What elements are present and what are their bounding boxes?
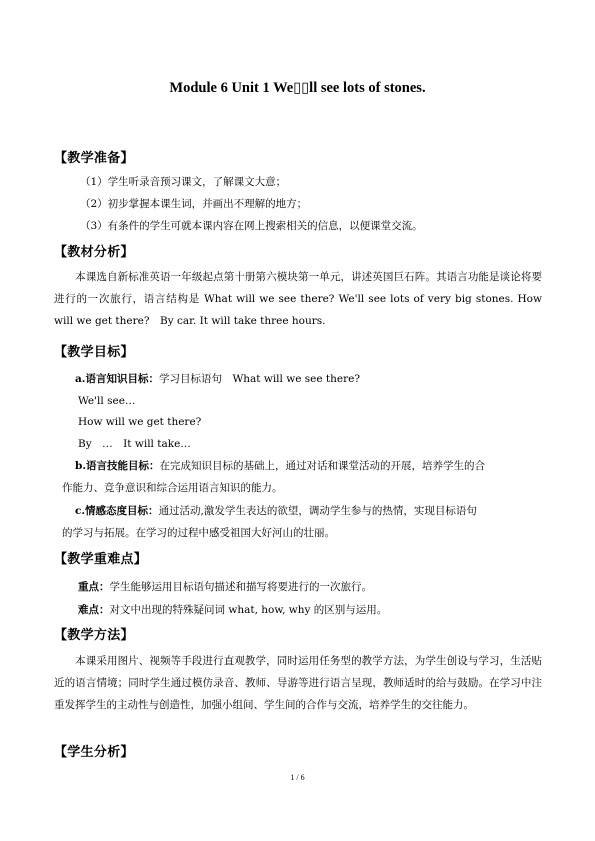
goal-a-label: a.语言知识目标： (75, 373, 159, 385)
goal-b-text-2: 作能力、竞争意识和综合运用语言知识的能力。 (62, 482, 283, 494)
keypoint-text: 学生能够运用目标语句描述和描写将要进行的一次旅行。 (109, 581, 372, 593)
goal-c-text-2: 的学习与拓展。在学习的过程中感受祖国大好河山的壮丽。 (62, 527, 335, 539)
goal-c-line (75, 504, 477, 518)
keypoint-label: 重点： (78, 581, 110, 593)
material-paragraph (54, 266, 542, 332)
goal-a-line-2: We'll see… (78, 395, 136, 407)
section-heading-students: 【学生分析】 (54, 745, 134, 760)
methods-text: 本课采用图片、视频等手段进行直观教学，同时运用任务型的教学方法，为学生创设与学习，生活贴近的语言情境；同时学生通过模仿录音、教师、导游等进行语言呈现，教师适时的给与鼓励。在学习中注重发挥学生的主动性与创造性，加强小组间、学生间的合作与交流，培养学生的交往能力。 (54, 655, 542, 711)
goal-b-text-1: 在完成知识目标的基础上，通过对话和课堂活动的开展，培养学生的合 (159, 460, 485, 472)
difficulty-text: 对文中出现的特殊疑问词 what, how, why 的区别与运用。 (109, 604, 388, 616)
section-heading-keypoints: 【教学重难点】 (54, 552, 148, 567)
section-heading-material: 【教材分析】 (54, 245, 134, 260)
goal-c-label: c.情感态度目标： (75, 505, 159, 517)
section-heading-prep: 【教学准备】 (54, 151, 134, 166)
prep-item-3: （3）有条件的学生可就本课内容在网上搜索相关的信息，以便课堂交流。 (80, 220, 423, 232)
material-text: 本课选自新标准英语一年级起点第十册第六模块第一单元，讲述英国巨石阵。其语言功能是谈论将要进行的一次旅行，语言结构是 What will we see there? We'll see lots of very big stones. How will we get there? By car. It will take three hours. (54, 271, 542, 327)
goal-b-line (75, 459, 485, 473)
page-number: 1 / 6 (290, 773, 305, 782)
goal-a-line (75, 372, 360, 386)
difficulty-line (78, 603, 387, 617)
difficulty-label: 难点： (78, 604, 110, 616)
goal-c-text-1: 通过活动,激发学生表达的欲望，调动学生参与的热情，实现目标语句 (158, 505, 477, 517)
goal-b-label: b.语言技能目标： (75, 460, 160, 472)
keypoint-line (78, 580, 372, 594)
prep-item-2: （2）初步掌握本课生词，并画出不理解的地方； (80, 198, 308, 210)
methods-paragraph (54, 650, 542, 716)
goal-a-line-4: By … It will take… (78, 438, 191, 450)
section-heading-methods: 【教学方法】 (54, 628, 134, 643)
goal-a-line-3: How will we get there? (78, 416, 202, 428)
goal-a-text: 学习目标语句 What will we see there? (158, 373, 360, 385)
prep-item-1: （1）学生听录音预习课文，了解课文大意； (80, 176, 287, 188)
document-title: Module 6 Unit 1 We▯▯ll see lots of stones. (169, 80, 426, 96)
section-heading-goals: 【教学目标】 (54, 345, 134, 360)
